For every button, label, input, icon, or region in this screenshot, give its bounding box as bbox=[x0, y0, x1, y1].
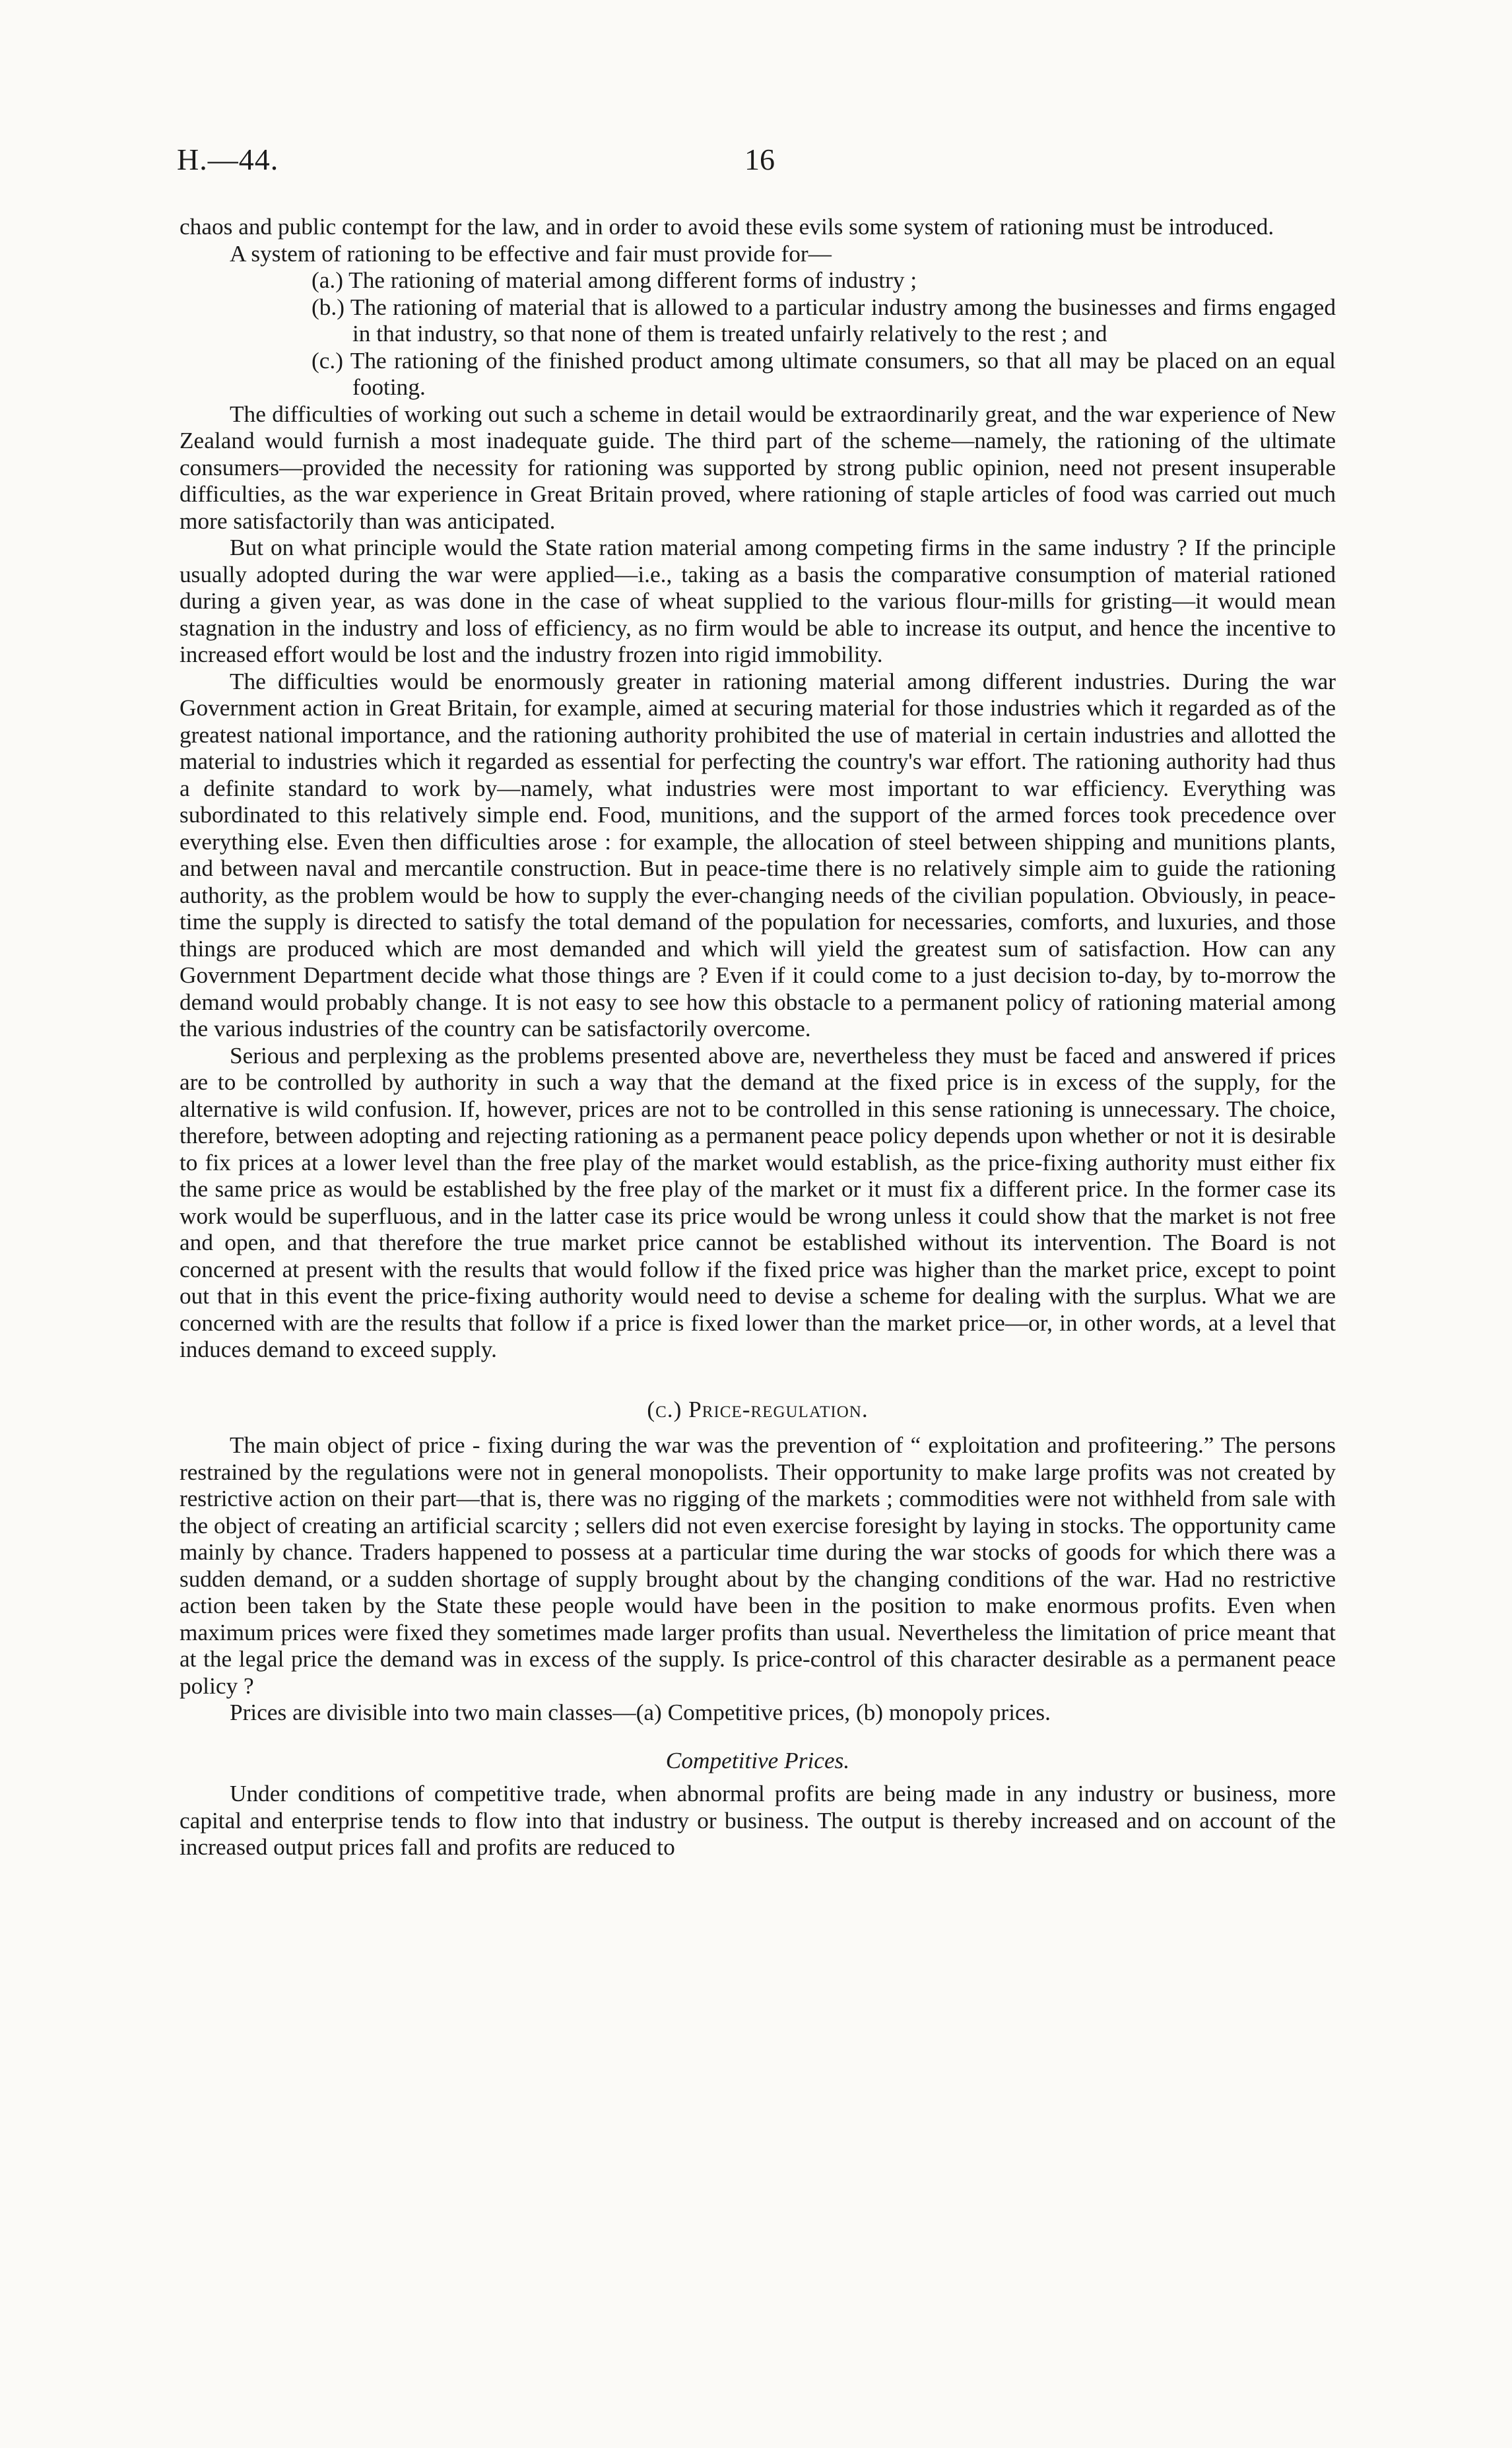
paragraph: But on what principle would the State ration material among competing firms in the same industry ? If the principle usually adopted during the war were applied—i.e., taking as a basis the comparative consumption of material rationed during a given year, as was done in the case of wheat supplied to the various flour-mills for gristing—it would mean stagnation in the industry and loss of efficiency, as no firm would be able to increase its output, and hence the incentive to increased effort would be lost and the industry frozen into rigid immobility. bbox=[180, 535, 1336, 667]
sub-heading: Competitive Prices. bbox=[665, 1747, 850, 1773]
paragraph: Prices are divisible into two main classes—(a) Competitive prices, (b) monopoly prices. bbox=[230, 1700, 1051, 1725]
page-number: 16 bbox=[744, 143, 775, 176]
page-header bbox=[177, 142, 1338, 188]
section-heading: (c.) Price-regulation. bbox=[647, 1396, 869, 1422]
paragraph: chaos and public contempt for the law, and in order to avoid these evils some system of rationing must be introduced. bbox=[180, 214, 1274, 240]
paragraph: Under conditions of competitive trade, when abnormal profits are being made in any industry or business, more capital and enterprise tends to flow into that industry or business. The output is thereby increased and on account of the increased output prices fall and profits are reduced to bbox=[180, 1781, 1336, 1860]
body-text bbox=[180, 214, 1336, 1861]
paragraph: The difficulties would be enormously greater in rationing material among different industries. During the war Government action in Great Britain, for example, aimed at securing material for those industries which it regarded as of the greatest national importance, and the rationing authority prohibited the use of material in certain industries and allotted the material to industries which it regarded as essential for perfecting the country's war effort. The rationing authority had thus a definite standard to work by—namely, what industries were most important to war efficiency. Everything was subordinated to this relatively simple end. Food, munitions, and the support of the armed forces took precedence over everything else. Even then difficulties arose : for example, the allocation of steel between shipping and munitions plants, and between naval and mercantile construction. But in peace-time there is no relatively simple aim to guide the rationing authority, as the problem would be how to supply the ever-changing needs of the civilian population. Obviously, in peace-time the supply is directed to satisfy the total demand of the population for necessaries, comforts, and luxuries, and those things are produced which are most demanded and which will yield the greatest sum of satisfaction. How can any Government Department decide what those things are ? Even if it could come to a just decision to-day, by to-morrow the demand would probably change. It is not easy to see how this obstacle to a permanent policy of rationing material among the various industries of the country can be satisfactorily overcome. bbox=[180, 668, 1336, 1042]
list-item: (c.) The rationing of the finished product among ultimate consumers, so that all may be placed on an equal footing. bbox=[312, 347, 1336, 400]
list-item: (a.) The rationing of material among different forms of industry ; bbox=[312, 267, 917, 293]
rationing-intro: A system of rationing to be effective and fair must provide for— bbox=[230, 240, 832, 267]
paragraph: The difficulties of working out such a scheme in detail would be extraordinarily great, and the war experience of New Zealand would furnish a most inadequate guide. The third part of the scheme—namely, the rationing of the ultimate consumers—provided the necessity for rationing was supported by strong public opinion, need not present insuperable difficulties, as the war experience in Great Britain proved, where rationing of staple articles of food was carried out much more satisfactorily than was anticipated. bbox=[180, 401, 1336, 534]
list-item: (b.) The rationing of material that is allowed to a particular industry among the businesses and firms engaged in that industry, so that none of them is treated unfairly relatively to the rest ; and bbox=[312, 294, 1336, 347]
document-reference: H.—44. bbox=[177, 143, 279, 176]
rationing-list bbox=[180, 267, 1336, 401]
paragraph: Serious and perplexing as the problems presented above are, nevertheless they must be faced and answered if prices are to be controlled by authority in such a way that the demand at the fixed price is in excess of the supply, for the alternative is wild confusion. If, however, prices are not to be controlled in this sense rationing is unnecessary. The choice, therefore, between adopting and rejecting rationing as a permanent peace policy depends upon whether or not it is desirable to fix prices at a lower level than the free play of the market would establish, as the price-fixing authority must either fix the same price as would be established by the free play of the market or it must fix a different price. In the former case its work would be superfluous, and in the latter case its price would be wrong unless it could show that the market is not free and open, and that therefore the true market price cannot be established without its intervention. The Board is not concerned at present with the results that would follow if the fixed price was higher than the market price, except to point out that in this event the price-fixing authority would need to devise a scheme for dealing with the surplus. What we are concerned with are the results that follow if a price is fixed lower than the market price—or, in other words, at a level that induces demand to exceed supply. bbox=[180, 1042, 1336, 1362]
paragraph: The main object of price - fixing during the war was the prevention of “ exploitation and profiteering.” The persons restrained by the regulations were not in general monopolists. Their opportunity to make large profits was not created by restrictive action on their part—that is, there was no rigging of the markets ; commodities were not withheld from sale with the object of creating an artificial scarcity ; sellers did not even exercise foresight by laying in stocks. The opportunity came mainly by chance. Traders happened to possess at a particular time during the war stocks of goods for which there was a sudden demand, or a sudden shortage of supply brought about by the changing conditions of the war. Had no restrictive action been taken by the State these people would have been in the position to make enormous profits. Even when maximum prices were fixed they sometimes made larger profits than usual. Nevertheless the limitation of price meant that at the legal price the demand was in excess of the supply. Is price-control of this character desirable as a permanent peace policy ? bbox=[180, 1432, 1336, 1699]
